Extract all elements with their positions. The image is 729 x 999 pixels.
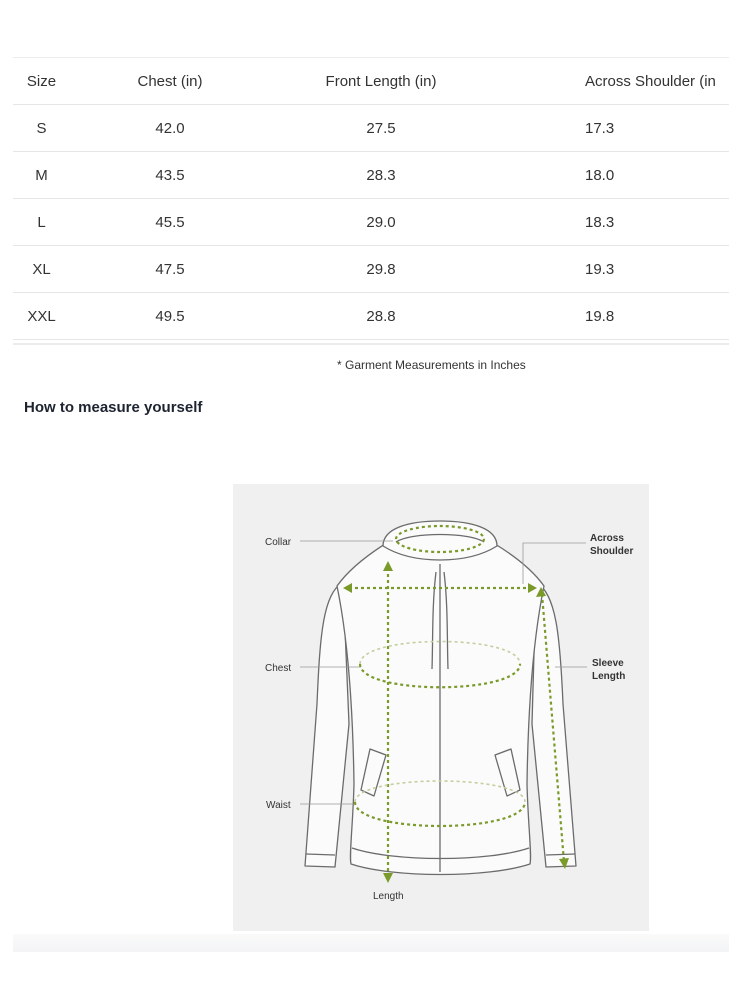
table-header-row: [13, 58, 729, 105]
table-bottom-divider: [13, 343, 729, 345]
page-bottom-shadow: [13, 934, 729, 952]
label-length: Length: [373, 891, 404, 902]
cell-front-length: 28.8: [270, 293, 492, 340]
cell-across-shoulder: 18.3: [492, 199, 729, 246]
column-header-chest: Chest (in): [70, 58, 270, 105]
cell-front-length: 27.5: [270, 105, 492, 152]
cell-size: XXL: [13, 293, 70, 340]
cell-across-shoulder: 17.3: [492, 105, 729, 152]
how-to-measure-heading: How to measure yourself: [24, 399, 203, 416]
column-header-front-length: Front Length (in): [270, 58, 492, 105]
label-sleeve-length-line1: Sleeve: [592, 658, 624, 669]
cell-front-length: 28.3: [270, 152, 492, 199]
cell-across-shoulder: 19.3: [492, 246, 729, 293]
cell-front-length: 29.0: [270, 199, 492, 246]
table-row: [13, 105, 729, 152]
cell-across-shoulder: 18.0: [492, 152, 729, 199]
cell-front-length: 29.8: [270, 246, 492, 293]
label-sleeve-length-line2: Length: [592, 671, 626, 682]
label-collar: Collar: [265, 537, 292, 548]
cell-chest: 49.5: [70, 293, 270, 340]
cell-chest: 47.5: [70, 246, 270, 293]
table-row: [13, 293, 729, 340]
cell-size: XL: [13, 246, 70, 293]
measurement-diagram: [233, 484, 649, 931]
label-across-shoulder-line1: Across: [590, 533, 624, 544]
table-row: [13, 152, 729, 199]
cell-size: L: [13, 199, 70, 246]
label-waist: Waist: [266, 800, 291, 811]
label-chest: Chest: [265, 663, 292, 674]
table-row: [13, 246, 729, 293]
column-header-across-shoulder: Across Shoulder (in: [492, 58, 729, 105]
measurement-footnote: * Garment Measurements in Inches: [337, 358, 526, 372]
cell-chest: 45.5: [70, 199, 270, 246]
label-across-shoulder-line2: Shoulder: [590, 546, 634, 557]
cell-size: S: [13, 105, 70, 152]
cell-chest: 42.0: [70, 105, 270, 152]
column-header-size: Size: [13, 58, 70, 105]
table-row: [13, 199, 729, 246]
cell-across-shoulder: 19.8: [492, 293, 729, 340]
cell-chest: 43.5: [70, 152, 270, 199]
size-chart-table: [13, 57, 729, 340]
cell-size: M: [13, 152, 70, 199]
